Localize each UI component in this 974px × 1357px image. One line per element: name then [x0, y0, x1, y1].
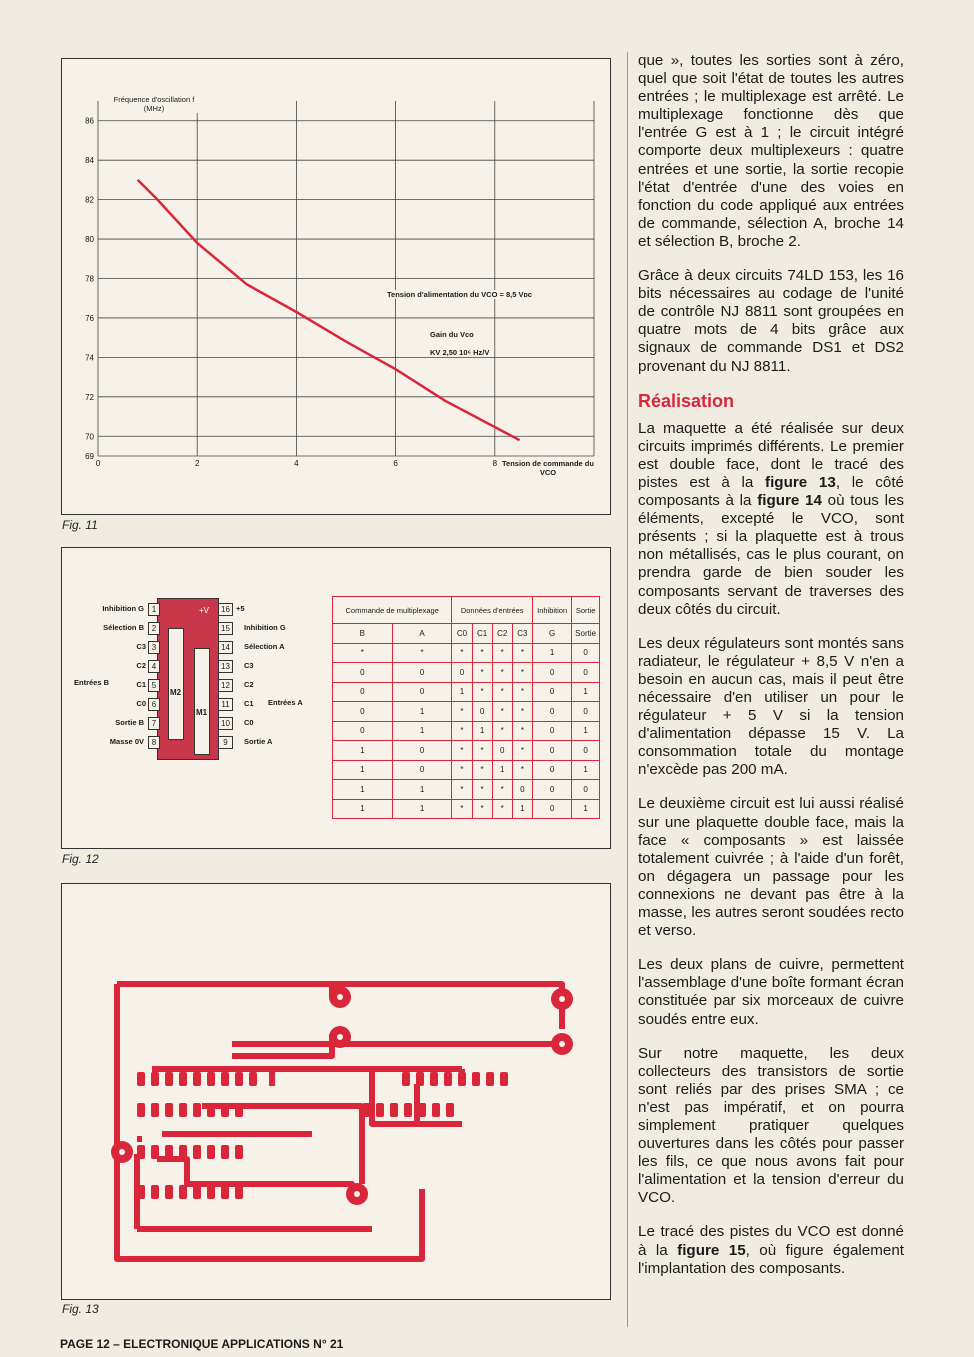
- table-row: [333, 643, 600, 663]
- y-tick-label: 84: [85, 156, 94, 166]
- table-cell: *: [472, 780, 492, 800]
- ic-pad: [207, 1185, 215, 1199]
- ic-pad: [151, 1145, 159, 1159]
- ic-pad: [390, 1103, 398, 1117]
- table-cell: *: [492, 663, 512, 683]
- y-tick-label: 86: [85, 116, 94, 126]
- table-group-header: Inhibition: [533, 597, 572, 624]
- table-cell: 0: [392, 760, 452, 780]
- paragraph-2: Grâce à deux circuits 74LD 153, les 16 bits nécessaires au codage de l'unité de contrôle NJ 8811 sont groupées en quatre mots de 4 bits grâce aux signaux de commande DS1 et DS2 provenant du NJ 8811.: [638, 267, 904, 375]
- y-tick-label: 82: [85, 195, 94, 205]
- ic-pad: [193, 1072, 201, 1086]
- pin-number-left: 6: [148, 698, 160, 711]
- ic-pad: [402, 1072, 410, 1086]
- table-cell: *: [492, 721, 512, 741]
- pin-label-right: Sélection A: [244, 642, 285, 651]
- table-cell: *: [492, 702, 512, 722]
- pin-label-left: Sélection B: [103, 623, 144, 632]
- table-cell: *: [492, 799, 512, 819]
- table-cell: *: [333, 643, 393, 663]
- table-cell: 1: [392, 702, 452, 722]
- ic-pad: [137, 1185, 145, 1199]
- pin-number-right: 11: [218, 698, 233, 711]
- mux-m1-block: [194, 648, 210, 755]
- table-cell: *: [512, 663, 532, 683]
- x-tick-label: 0: [95, 459, 101, 468]
- table-cell: *: [492, 643, 512, 663]
- table-cell: *: [472, 741, 492, 761]
- table-column-header: C3: [512, 624, 532, 644]
- table-column-header: Sortie: [572, 624, 600, 644]
- ic-pad: [221, 1145, 229, 1159]
- pin-label-right: C2: [244, 680, 254, 689]
- annotation-supply: Tension d'alimentation du VCO = 8,5 Vᴅᴄ: [387, 290, 532, 299]
- ic-pad: [165, 1072, 173, 1086]
- pin-label-right: C1: [244, 699, 254, 708]
- ic-pad: [137, 1103, 145, 1117]
- paragraph-7: Sur notre maquette, les deux collecteurs des transistors de sortie sont reliés par des prises SMA ; ce n'est pas impératif, et on pourra simplement pratiquer quelques ouvertures dans les côtés pour passer les fils, ce que nous avons fait pour l'alimentation et la tension d'erreur du VCO.: [638, 1044, 904, 1207]
- pin-number-right: 16: [218, 603, 233, 616]
- figure-14-ref: figure 14: [757, 492, 822, 510]
- ic-pad: [193, 1103, 201, 1117]
- pin-label-right: Inhibition G: [244, 623, 286, 632]
- table-cell: 0: [533, 663, 572, 683]
- caption-fig-13: Fig. 13: [62, 1302, 99, 1316]
- ic-pad: [165, 1185, 173, 1199]
- annotation-kv: KV 2,50 10⁶ Hz/V: [430, 348, 490, 357]
- table-cell: 1: [533, 643, 572, 663]
- pin-number-right: 13: [218, 660, 233, 673]
- table-row: [333, 741, 600, 761]
- y-axis-label: Fréquence d'oscillation f (MHz): [104, 95, 204, 113]
- ic-pad: [207, 1072, 215, 1086]
- caption-fig-12: Fig. 12: [62, 852, 99, 866]
- table-cell: 1: [333, 799, 393, 819]
- table-cell: *: [472, 760, 492, 780]
- pin-label-right: C3: [244, 661, 254, 670]
- pin-number-left: 5: [148, 679, 160, 692]
- table-cell: 0: [392, 663, 452, 683]
- table-cell: 1: [392, 799, 452, 819]
- table-cell: 1: [392, 780, 452, 800]
- x-tick-label: 6: [393, 459, 398, 468]
- table-cell: 0: [572, 643, 600, 663]
- pin-number-right: 9: [218, 736, 233, 749]
- table-cell: 1: [572, 799, 600, 819]
- x-tick-label: 8: [492, 459, 498, 468]
- table-row: [333, 663, 600, 683]
- mux-m2-block: [168, 628, 184, 740]
- table-cell: *: [452, 799, 472, 819]
- table-cell: 0: [533, 760, 572, 780]
- table-cell: *: [452, 702, 472, 722]
- ic-pad: [404, 1103, 412, 1117]
- table-cell: 0: [533, 780, 572, 800]
- y-tick-label: 76: [85, 313, 94, 323]
- table-row: [333, 702, 600, 722]
- x-axis-label: Tension de commande du VCO: [502, 459, 594, 477]
- table-cell: 0: [572, 780, 600, 800]
- y-tick-label: 72: [85, 392, 94, 402]
- pin-label-left: Inhibition G: [102, 604, 144, 613]
- ic-pad: [193, 1145, 201, 1159]
- ic-pad: [179, 1072, 187, 1086]
- table-cell: 0: [452, 663, 472, 683]
- table-cell: *: [512, 702, 532, 722]
- ic-pad: [179, 1145, 187, 1159]
- pin-number-left: 1: [148, 603, 160, 616]
- table-column-header: C0: [452, 624, 472, 644]
- pin-number-left: 7: [148, 717, 160, 730]
- annotation-gain: Gain du Vᴄᴏ: [430, 330, 474, 339]
- table-row: [333, 721, 600, 741]
- paragraph-4: Les deux régulateurs sont montés sans radiateur, le régulateur + 8,5 V n'en a besoin en aucun cas, mais il peut être nécessaire d'en utiliser un pour le régulateur + 5 V si la tension d'alimentation dépasse 15 V. La consommation totale du montage n'excède pas 200 mA.: [638, 634, 904, 779]
- ic-pad: [500, 1072, 508, 1086]
- table-column-header: B: [333, 624, 393, 644]
- table-cell: *: [492, 682, 512, 702]
- m1-label: M1: [196, 708, 208, 717]
- table-cell: 1: [572, 721, 600, 741]
- pin-label-right: Sortie A: [244, 737, 273, 746]
- table-cell: *: [452, 760, 472, 780]
- pin-label-left: C3: [136, 642, 146, 651]
- paragraph-6: Les deux plans de cuivre, permettent l'assemblage d'une boîte formant écran constituée par six morceaux de cuivre soudés entre eux.: [638, 956, 904, 1028]
- column-divider: [627, 52, 628, 1327]
- table-column-header: C1: [472, 624, 492, 644]
- ic-pad: [458, 1072, 466, 1086]
- table-cell: 0: [392, 682, 452, 702]
- ic-pad: [193, 1185, 201, 1199]
- table-cell: 0: [533, 702, 572, 722]
- pin-number-left: 8: [148, 736, 160, 749]
- ic-pad: [151, 1072, 159, 1086]
- entrees-a-label: Entrées A: [268, 698, 303, 707]
- pin-label-left: C0: [136, 699, 146, 708]
- table-cell: 0: [533, 682, 572, 702]
- table-cell: *: [512, 643, 532, 663]
- y-tick-label: 78: [85, 274, 94, 284]
- paragraph-1: que », toutes les sorties sont à zéro, quel que soit l'état de toutes les autres entrées ; le multiplexage est arrêté. Le multiplexage fonctionne dès que l'entrée G est à 1 ; le circuit intégré comporte deux multiplexeurs : quatre entrées et une sortie, la sortie recopie l'état d'entrée d'une des voies en fonction du code appliqué aux entrées de commande, sélection A, broche 14 et sélection B, broche 2.: [638, 52, 904, 250]
- ic-pad: [151, 1185, 159, 1199]
- table-cell: *: [472, 682, 492, 702]
- table-cell: 0: [572, 741, 600, 761]
- pin-number-right: 12: [218, 679, 233, 692]
- table-cell: *: [452, 721, 472, 741]
- x-tick-label: 4: [294, 459, 299, 468]
- table-cell: 0: [533, 721, 572, 741]
- y-tick-label: 70: [85, 432, 94, 442]
- pin-label-left: C2: [136, 661, 146, 670]
- m2-label: M2: [170, 688, 182, 697]
- table-row: [333, 760, 600, 780]
- ic-pad: [207, 1103, 215, 1117]
- pin-number-right: 15: [218, 622, 233, 635]
- figure-12: [61, 547, 611, 849]
- x-tick-label: 2: [194, 459, 200, 468]
- ic-pad: [235, 1072, 243, 1086]
- pcb-track-layout: [62, 884, 610, 1299]
- pin-number-left: 4: [148, 660, 160, 673]
- table-cell: 0: [472, 702, 492, 722]
- table-column-header: C2: [492, 624, 512, 644]
- table-cell: 0: [333, 682, 393, 702]
- ic-pad: [418, 1103, 426, 1117]
- table-cell: 0: [492, 741, 512, 761]
- ic-pad: [249, 1072, 257, 1086]
- ic-pad: [362, 1103, 370, 1117]
- table-cell: 0: [572, 702, 600, 722]
- ic-pad: [207, 1145, 215, 1159]
- ic-pad: [165, 1145, 173, 1159]
- table-cell: *: [452, 643, 472, 663]
- entrees-b-label: Entrées B: [74, 678, 110, 687]
- pin-label-right: C0: [244, 718, 254, 727]
- pin-number-left: 2: [148, 622, 160, 635]
- pin-label-right: +5: [236, 604, 245, 613]
- frequency-chart: [62, 59, 610, 514]
- table-cell: *: [452, 741, 472, 761]
- pin-label-left: C1: [136, 680, 146, 689]
- table-cell: *: [472, 799, 492, 819]
- pin-number-right: 14: [218, 641, 233, 654]
- plus-v-label: +V: [199, 606, 210, 615]
- table-cell: 1: [572, 760, 600, 780]
- ic-pad: [221, 1103, 229, 1117]
- paragraph-3: La maquette a été réalisée sur deux circuits imprimés différents. Le premier est double face, dont le tracé des pistes est à la figure 13, le côté composants à la figure 14 où tous les éléments, excepté le VCO, sont présents ; si la plaquette est à trous non métallisés, cas le plus courant, on prendra garde de bien souder les composants servant de traverses des deux côtés du circuit.: [638, 419, 904, 618]
- ic-pad: [432, 1103, 440, 1117]
- table-cell: 0: [333, 663, 393, 683]
- article-text: [638, 52, 904, 1294]
- table-column-header: G: [533, 624, 572, 644]
- ic-pad: [472, 1072, 480, 1086]
- table-cell: 0: [512, 780, 532, 800]
- table-group-header: Sortie: [572, 597, 600, 624]
- paragraph-5: Le deuxième circuit est lui aussi réalisé sur une plaquette double face, mais la face « composants » est laissée totalement cuivrée ; à l'aide d'un forêt, on dégagera un passage pour les connexions ne devant pas être à la masse, les autres seront soudées recto et verso.: [638, 795, 904, 940]
- ic-pad: [221, 1185, 229, 1199]
- ic-pad: [430, 1072, 438, 1086]
- y-tick-label: 74: [85, 353, 94, 363]
- figure-11: [61, 58, 611, 515]
- table-cell: 1: [333, 760, 393, 780]
- table-cell: 0: [333, 702, 393, 722]
- ic-pad: [235, 1103, 243, 1117]
- y-tick-label: 69: [85, 452, 94, 461]
- table-cell: 1: [472, 721, 492, 741]
- table-cell: *: [512, 760, 532, 780]
- table-cell: *: [512, 741, 532, 761]
- ic-pad: [221, 1072, 229, 1086]
- table-cell: 1: [512, 799, 532, 819]
- paragraph-8: Le tracé des pistes du VCO est donné à la figure 15, où figure également l'implantation des composants.: [638, 1223, 904, 1277]
- ic-pad: [376, 1103, 384, 1117]
- table-cell: *: [472, 663, 492, 683]
- table-cell: *: [452, 780, 472, 800]
- table-cell: *: [492, 780, 512, 800]
- y-tick-label: 80: [85, 235, 94, 245]
- table-cell: 1: [452, 682, 472, 702]
- table-row: [333, 682, 600, 702]
- ic-pad: [151, 1103, 159, 1117]
- table-cell: 0: [533, 799, 572, 819]
- ic-pad: [137, 1145, 145, 1159]
- table-cell: 0: [392, 741, 452, 761]
- ic-pad: [444, 1072, 452, 1086]
- table-cell: 1: [392, 721, 452, 741]
- frequency-curve: [138, 180, 520, 440]
- table-cell: 0: [333, 721, 393, 741]
- table-cell: 0: [533, 741, 572, 761]
- figure-15-ref: figure 15: [677, 1241, 746, 1259]
- table-cell: 1: [333, 741, 393, 761]
- ic-pad: [165, 1103, 173, 1117]
- section-heading: Réalisation: [638, 390, 735, 411]
- caption-fig-11: Fig. 11: [62, 518, 98, 532]
- table-group-header: Données d'entrées: [452, 597, 533, 624]
- table-cell: *: [512, 682, 532, 702]
- table-cell: *: [512, 721, 532, 741]
- pin-number-right: 10: [218, 717, 233, 730]
- table-cell: *: [472, 643, 492, 663]
- ic-pad: [235, 1185, 243, 1199]
- table-cell: 1: [492, 760, 512, 780]
- ic-pad: [446, 1103, 454, 1117]
- pin-label-left: Masse 0V: [109, 737, 144, 746]
- ic-pad: [416, 1072, 424, 1086]
- table-cell: 1: [333, 780, 393, 800]
- table-cell: *: [392, 643, 452, 663]
- ic-pad: [179, 1103, 187, 1117]
- page-footer: PAGE 12 – ELECTRONIQUE APPLICATIONS N° 21: [60, 1337, 344, 1351]
- table-cell: 0: [572, 663, 600, 683]
- table-row: [333, 780, 600, 800]
- ic-pad: [137, 1072, 145, 1086]
- figure-13: [61, 883, 611, 1300]
- table-group-header: Commande de multiplexage: [333, 597, 452, 624]
- ic-pad: [179, 1185, 187, 1199]
- figure-13-ref: figure 13: [765, 473, 836, 491]
- table-cell: 1: [572, 682, 600, 702]
- truth-table: [332, 596, 600, 819]
- pin-number-left: 3: [148, 641, 160, 654]
- ic-pad: [235, 1145, 243, 1159]
- table-row: [333, 799, 600, 819]
- pin-label-left: Sortie B: [115, 718, 144, 727]
- ic-pad: [486, 1072, 494, 1086]
- table-column-header: A: [392, 624, 452, 644]
